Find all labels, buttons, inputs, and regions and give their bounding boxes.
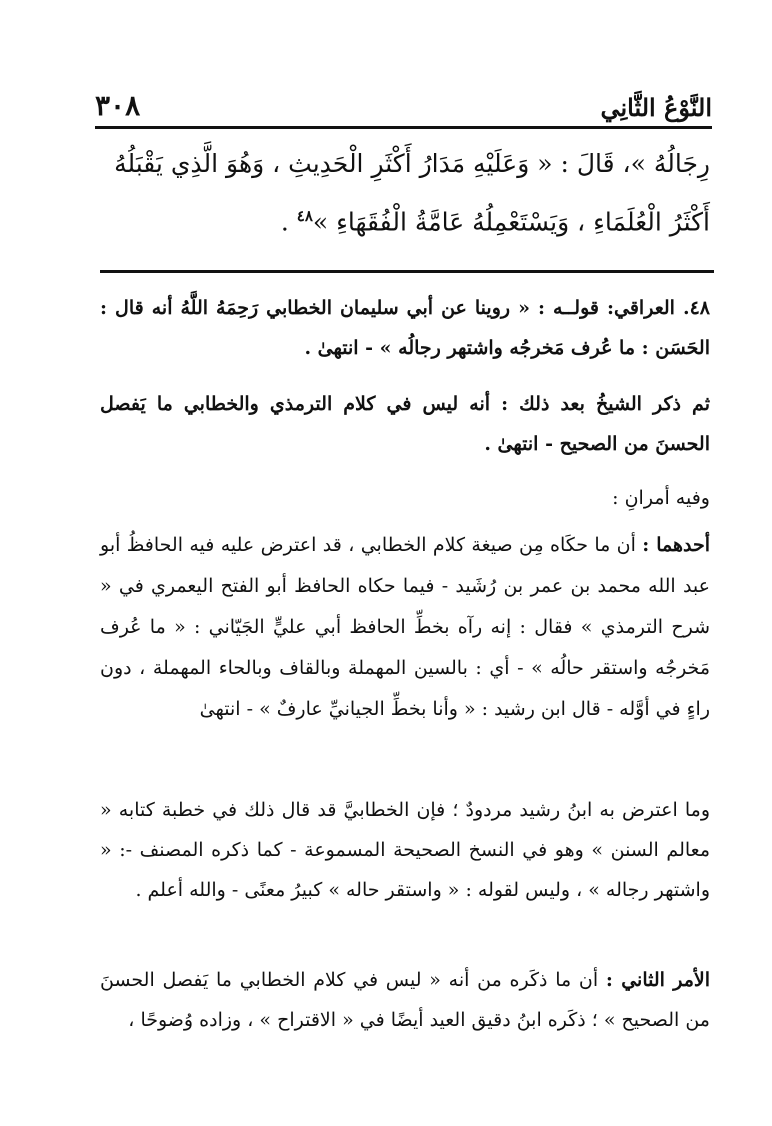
commentary-paragraph-4 <box>100 525 710 730</box>
page-number: ٣٠٨ <box>95 89 141 122</box>
commentary-paragraph-4-text: أن ما حكَاه مِن صيغة كلام الخطابي ، قد اعترض عليه فيه الحافظُ أبو عبد الله محمد بن عمر بن رُشَيد - فيما حكاه الحافظ أبو الفتح اليعمري في « شرح الترمذي » فقال : إنه رآه بخطِّ الحافظ أبي عليٍّ الجَيّاني : « ما عُرف مَخرجُه واستقر حالُه » - أي : بالسين المهملة وبالقاف وبالحاء المهملة ، دون راءٍ في أوَّله - قال ابن رشيد : « وأنا بخطِّ الجيانيِّ عارفٌ » - انتهىٰ <box>100 534 710 720</box>
commentary-paragraph-6-text: أن ما ذكَره من أنه « ليس في كلام الخطابي ما يَفصل الحسنَ من الصحيح » ؛ ذكَره ابنُ دقيق العيد أيضًا في « الاقتراح » ، وزاده وُضوحًا ، <box>100 969 710 1031</box>
main-text-line-2-end: . <box>280 207 297 237</box>
commentary-paragraph-1-text: قولــه : « روينا عن أبي سليمان الخطابي رَحِمَهُ اللَّهُ أنه قال : الحَسَن : ما عُرف مَخرجُه واشتهر رجالُه » - انتهىٰ . <box>100 297 710 359</box>
main-text-line-2: أَكْثَرُ الْعُلَمَاءِ ، وَيَسْتَعْمِلُهُ عَامَّةُ الْفُقَهَاءِ » <box>312 207 710 237</box>
commentary-paragraph-2-text: ثم ذكر الشيخُ بعد ذلك : أنه ليس في كلام الترمذي والخطابي ما يَفصل الحسنَ من الصحيح - انتهىٰ . <box>100 393 710 455</box>
main-text-line-1: رِجَالُهُ »، قَالَ : « وَعَلَيْهِ مَدَارُ أَكْثَرِ الْحَدِيثِ ، وَهُوَ الَّذِي يَقْبَلُهُ <box>114 149 710 178</box>
footnote-reference: ٤٨ <box>296 207 313 225</box>
commentary-paragraph-6 <box>100 960 710 1040</box>
commentary-paragraph-5-text: وما اعترض به ابنُ رشيد مردودٌ ؛ فإن الخطابيَّ قد قال ذلك في خطبة كتابه « معالم السنن » وهو في النسخ الصحيحة المسموعة - كما ذكره المصنف -: « واشتهر رجاله » ، وليس لقوله : « واستقر حاله » كبيرُ معنًى - والله أعلم . <box>100 799 710 901</box>
page-header <box>95 82 712 122</box>
first-matter-label: أحدهما : <box>642 534 711 556</box>
commentary-paragraph-5 <box>100 790 710 910</box>
commentary-paragraph-1 <box>100 288 710 368</box>
chapter-title: النَّوْعُ الثَّانِي <box>600 93 712 122</box>
footnote-divider <box>100 270 714 273</box>
commentary-paragraph-3-text: وفيه أمرانِ : <box>612 487 710 509</box>
header-divider <box>95 126 712 129</box>
main-text <box>100 138 710 248</box>
second-matter-label: الأمر الثاني : <box>605 969 711 991</box>
commentary-paragraph-3 <box>100 478 710 518</box>
commentary-paragraph-2 <box>100 384 710 464</box>
commentary-source-label: ٤٨. العراقي: <box>607 297 710 319</box>
